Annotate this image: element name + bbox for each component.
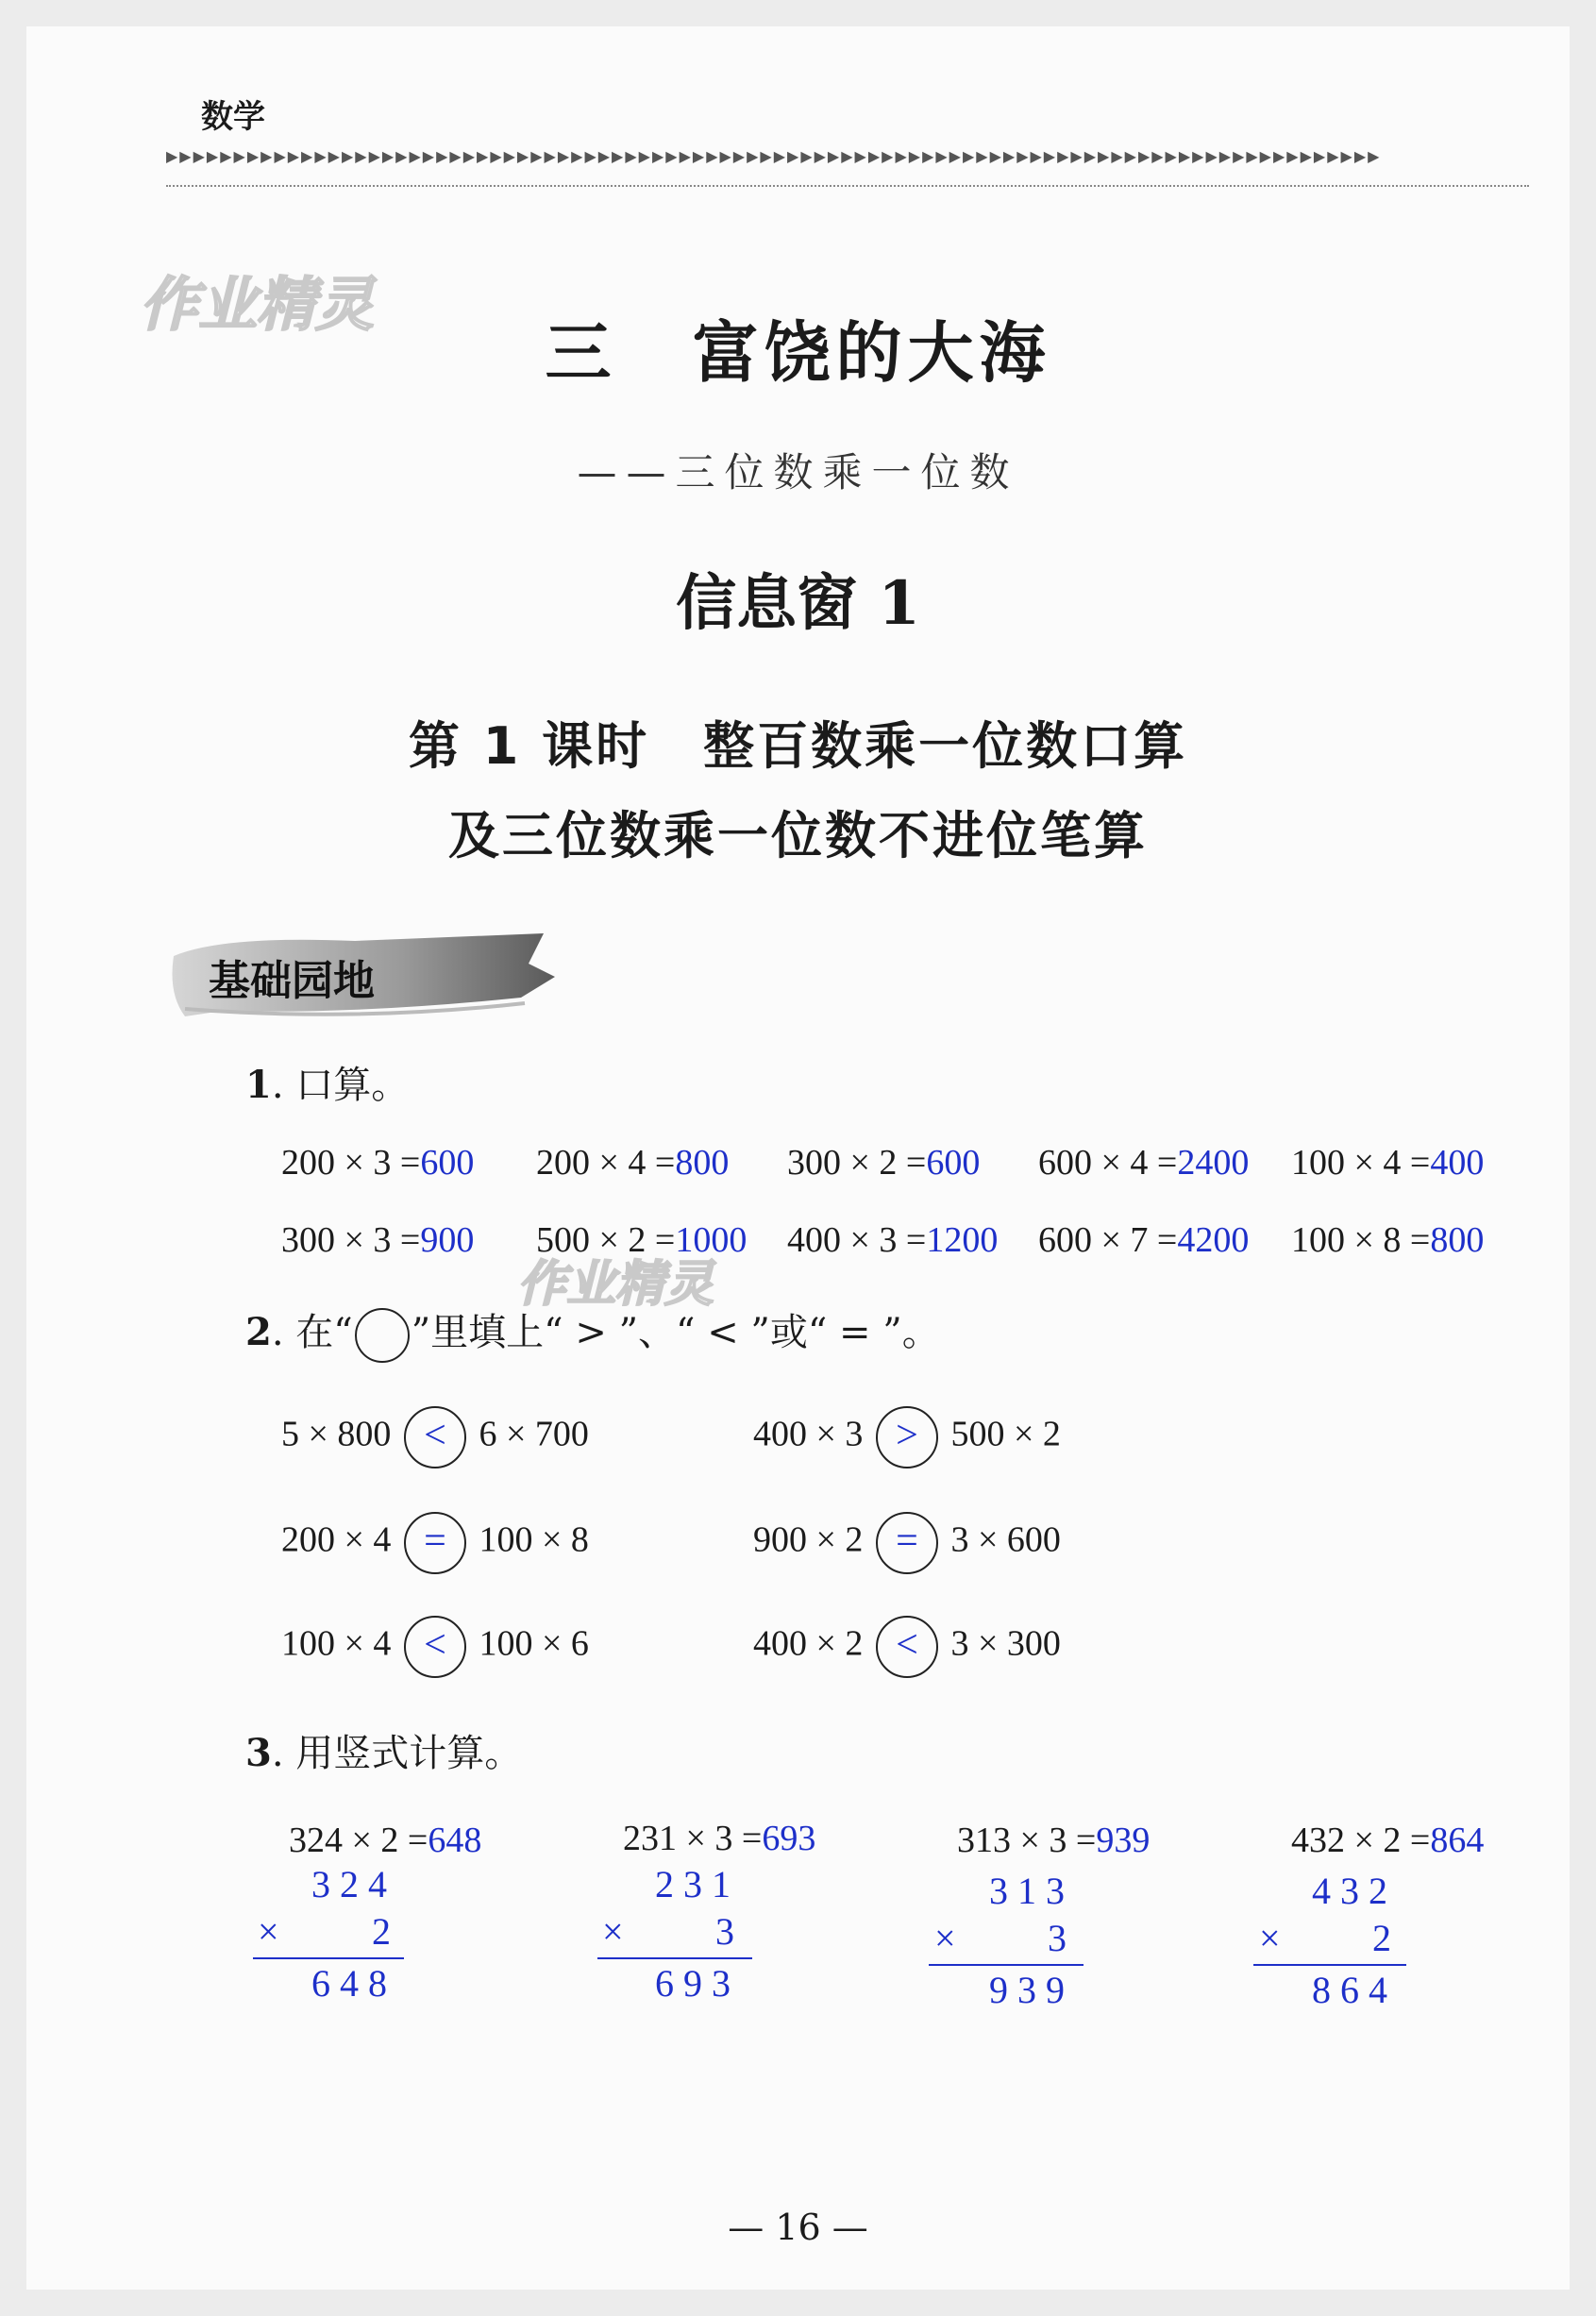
- vertical-top: 432: [1312, 1870, 1397, 1912]
- q1-answer: 2400: [1177, 1143, 1250, 1183]
- watermark-middle: 作业精灵: [517, 1256, 714, 1313]
- q1-answer: 4200: [1177, 1220, 1250, 1260]
- q1-expr: 200 × 3 =: [281, 1143, 421, 1183]
- comparison-circle: =: [404, 1512, 466, 1574]
- q1-item: [787, 1142, 980, 1183]
- info-window-title: 信息窗 1: [676, 568, 920, 639]
- q2-item: [281, 1512, 589, 1574]
- q1-heading: [245, 1055, 409, 1109]
- lesson-title-line2: 及三位数乘一位数不进位笔算: [448, 806, 1148, 865]
- vertical-multiplier: 3: [1048, 1917, 1076, 1959]
- chapter-heading: [26, 300, 1570, 395]
- q1-item: [1038, 1142, 1249, 1183]
- q2-left: 900 × 2: [753, 1519, 864, 1560]
- section-label: 基础园地: [209, 957, 375, 1005]
- q1-item: [536, 1142, 729, 1183]
- vertical-result: 648: [311, 1962, 396, 2005]
- q3-expression: [1291, 1820, 1484, 1861]
- comparison-circle: <: [876, 1616, 938, 1678]
- textbook-page: [26, 26, 1570, 2290]
- q2-item: [753, 1406, 1061, 1468]
- times-sign: ×: [258, 1910, 289, 1953]
- chapter-subtitle: ——三位数乘一位数: [577, 449, 1019, 495]
- q1-answer: 800: [675, 1143, 730, 1183]
- q2-item: [753, 1512, 1061, 1574]
- q1-answer: 600: [926, 1143, 981, 1183]
- q2-item: [281, 1406, 589, 1468]
- q1-expr: 600 × 4 =: [1038, 1143, 1178, 1183]
- chapter-title: 富饶的大海: [692, 313, 1051, 392]
- vertical-top: 324: [311, 1863, 396, 1905]
- q1-expr: 300 × 2 =: [787, 1143, 927, 1183]
- q3-expression: [623, 1818, 815, 1859]
- vertical-rule: [597, 1957, 752, 1959]
- q1-answer: 1000: [675, 1220, 748, 1260]
- q3-expression: [957, 1820, 1150, 1861]
- vertical-multiplier: 2: [1372, 1917, 1401, 1959]
- q1-answer: 1200: [926, 1220, 999, 1260]
- q1-number: 1: [245, 1063, 272, 1107]
- q2-left: 100 × 4: [281, 1623, 392, 1664]
- q1-item: [1291, 1219, 1484, 1261]
- q3-expr: 432 × 2 =: [1291, 1821, 1431, 1860]
- header-divider: [166, 185, 1529, 187]
- q1-item: [787, 1219, 998, 1261]
- vertical-top: 313: [989, 1870, 1074, 1912]
- q3-label: . 用竖式计算。: [271, 1732, 523, 1775]
- q3-expr: 324 × 2 =: [289, 1821, 428, 1860]
- header-arrow-rule: ▶▶▶▶▶▶▶▶▶▶▶▶▶▶▶▶▶▶▶▶▶▶▶▶▶▶▶▶▶▶▶▶▶▶▶▶▶▶▶▶▶▶▶▶▶▶▶▶▶▶▶▶▶▶▶▶▶▶▶▶▶▶▶▶▶▶▶▶▶▶▶▶▶▶▶▶▶▶▶▶▶▶▶▶▶▶▶▶▶▶: [166, 147, 1382, 165]
- q2-item: [281, 1616, 589, 1678]
- comparison-circle: =: [876, 1512, 938, 1574]
- vertical-result: 693: [655, 1962, 740, 2005]
- q1-answer: 400: [1430, 1143, 1485, 1183]
- comparison-circle: <: [404, 1616, 466, 1678]
- q2-left: 400 × 2: [753, 1623, 864, 1664]
- page-number: — 16 —: [728, 2207, 868, 2248]
- q2-number: 2: [245, 1310, 272, 1354]
- q2-left: 5 × 800: [281, 1414, 392, 1454]
- vertical-rule: [929, 1964, 1084, 1966]
- vertical-result: 864: [1312, 1969, 1397, 2011]
- times-sign: ×: [1259, 1917, 1290, 1959]
- blank-circle-icon: [355, 1308, 410, 1363]
- times-sign: ×: [934, 1917, 966, 1959]
- q3-answer: 693: [762, 1819, 816, 1858]
- header-subject: 数学: [201, 98, 265, 136]
- q2-right: 100 × 8: [479, 1519, 589, 1560]
- q2-label-start: . 在“: [271, 1311, 353, 1354]
- q1-answer: 600: [420, 1143, 475, 1183]
- vertical-multiplier: 3: [715, 1910, 744, 1953]
- q2-right: 100 × 6: [479, 1623, 589, 1664]
- q3-expression: [289, 1820, 481, 1861]
- q3-answer: 864: [1430, 1821, 1485, 1860]
- q2-right: 3 × 300: [950, 1623, 1061, 1664]
- vertical-rule: [253, 1957, 404, 1959]
- q2-right: 500 × 2: [950, 1414, 1061, 1454]
- q1-expr: 300 × 3 =: [281, 1220, 421, 1260]
- q3-number: 3: [245, 1731, 272, 1775]
- chapter-number: 三: [545, 313, 617, 392]
- q1-item: [281, 1142, 474, 1183]
- section-tag: [166, 928, 563, 1022]
- q3-heading: [245, 1723, 522, 1777]
- q3-expr: 231 × 3 =: [623, 1819, 763, 1858]
- watermark-top: 作业精灵: [140, 270, 375, 339]
- q1-expr: 100 × 8 =: [1291, 1220, 1431, 1260]
- vertical-rule: [1253, 1964, 1406, 1966]
- vertical-top: 231: [655, 1863, 740, 1905]
- comparison-circle: <: [404, 1406, 466, 1468]
- q3-expr: 313 × 3 =: [957, 1821, 1097, 1860]
- q2-left: 400 × 3: [753, 1414, 864, 1454]
- vertical-multiplier: 2: [372, 1910, 400, 1953]
- q1-item: [281, 1219, 474, 1261]
- q1-answer: 900: [420, 1220, 475, 1260]
- q2-right: 6 × 700: [479, 1414, 589, 1454]
- comparison-circle: >: [876, 1406, 938, 1468]
- q2-heading: [245, 1302, 940, 1363]
- q1-expr: 600 × 7 =: [1038, 1220, 1178, 1260]
- q1-answer: 800: [1430, 1220, 1485, 1260]
- q1-expr: 500 × 2 =: [536, 1220, 676, 1260]
- q1-item: [1038, 1219, 1249, 1261]
- times-sign: ×: [602, 1910, 633, 1953]
- vertical-result: 939: [989, 1969, 1074, 2011]
- q3-answer: 648: [428, 1821, 482, 1860]
- q2-left: 200 × 4: [281, 1519, 392, 1560]
- q1-expr: 100 × 4 =: [1291, 1143, 1431, 1183]
- q3-answer: 939: [1096, 1821, 1151, 1860]
- q2-label-end: ”里填上“ > ”、“ < ”或“ = ”。: [411, 1311, 940, 1354]
- q1-expr: 200 × 4 =: [536, 1143, 676, 1183]
- q1-item: [1291, 1142, 1484, 1183]
- q2-right: 3 × 600: [950, 1519, 1061, 1560]
- q2-item: [753, 1616, 1061, 1678]
- q1-label: . 口算。: [271, 1064, 410, 1107]
- lesson-title-line1: 第 1 课时 整百数乘一位数口算: [408, 716, 1188, 776]
- q1-expr: 400 × 3 =: [787, 1220, 927, 1260]
